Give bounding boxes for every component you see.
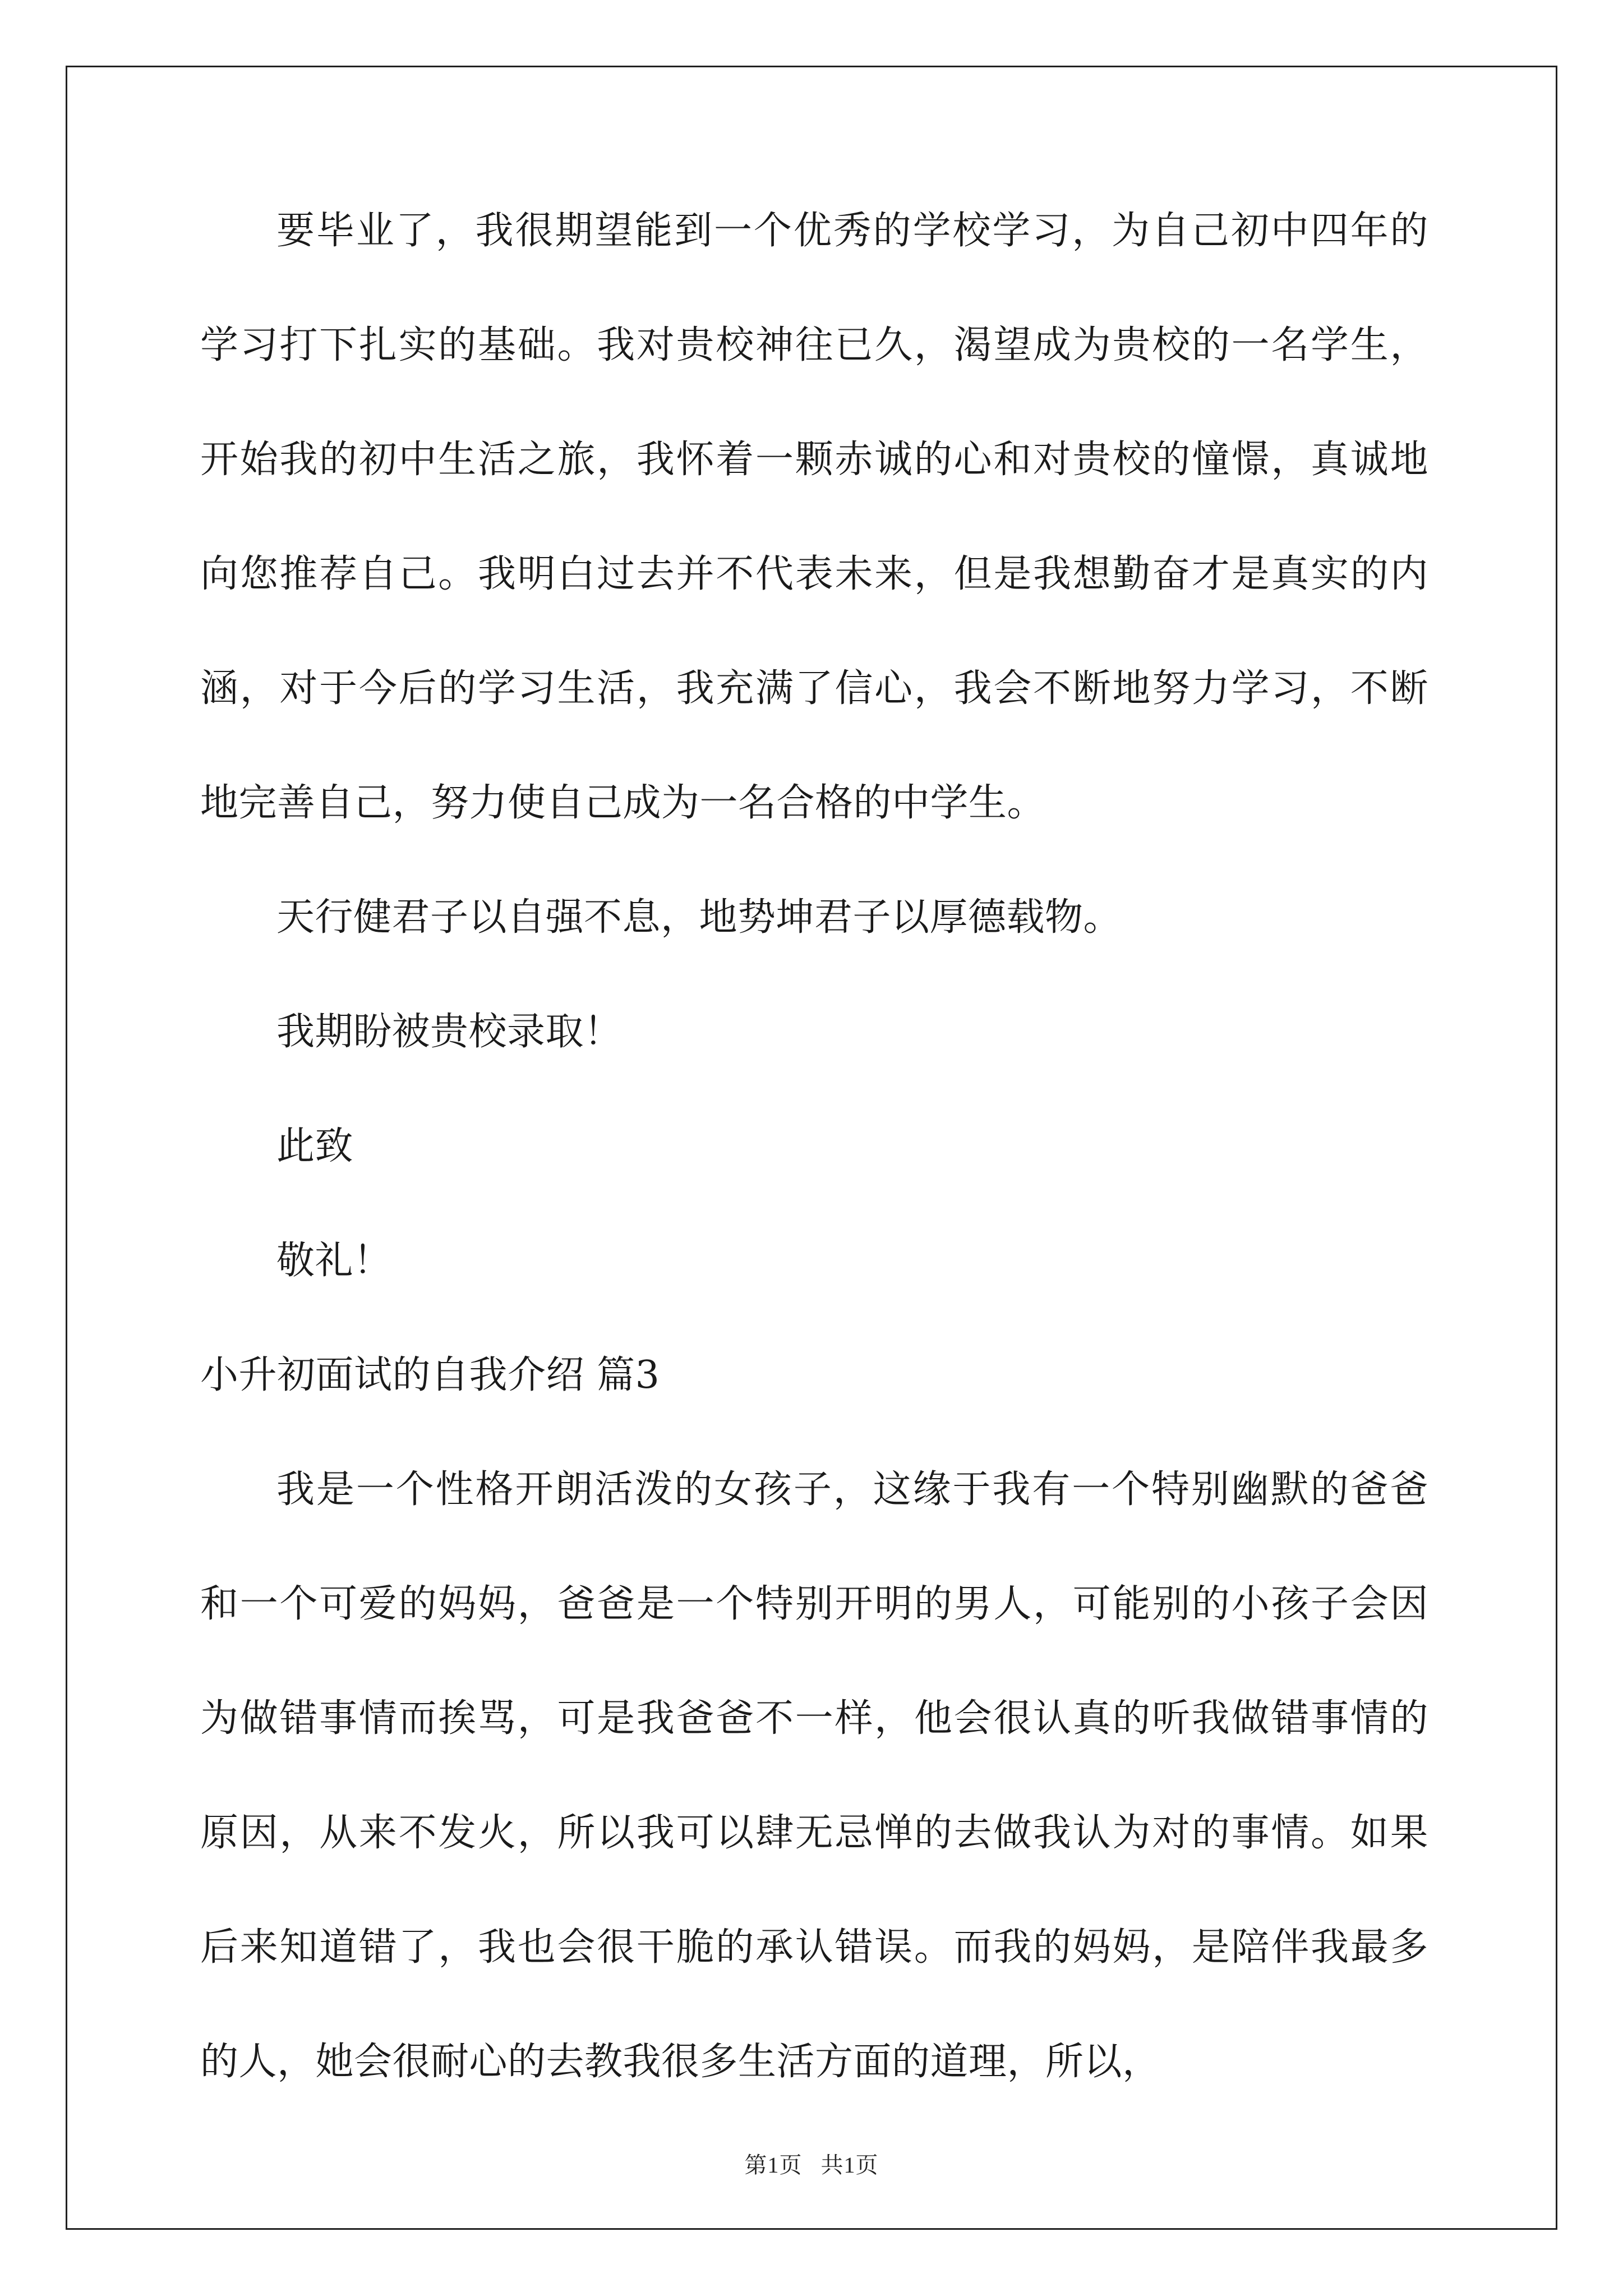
paragraph-hope: 我期盼被贵校录取！	[276, 1010, 623, 1054]
page-footer: 第1页 共1页	[744, 2152, 879, 2178]
paragraph-section-3: 我是一个性格开朗活泼的女孩子，这缘于我有一个特别幽默的爸爸和一个可爱的妈妈，爸爸是一个特别开明的男人，可能别的小孩子会因为做错事情而挨骂，可是我爸爸不一样，他会很认真的听我做错事情的原因，从来不发火，所以我可以肆无忌惮的去做我认为对的事情。如果后来知道错了，我也会很干脆的承认错误。而我的妈妈，是陪伴我最多的人，她会很耐心的去教我很多生活方面的道理，所以，	[200, 1467, 1428, 2084]
paragraph-closing: 敬礼！	[276, 1239, 392, 1283]
paragraph-intro: 要毕业了，我很期望能到一个优秀的学校学习，为自己初中四年的学习打下扎实的基础。我对贵校神往已久，渴望成为贵校的一名学生，开始我的初中生活之旅，我怀着一颗赤诚的心和对贵校的憧憬，真诚地向您推荐自己。我明白过去并不代表未来，但是我想勤奋才是真实的内涵，对于今后的学习生活，我充满了信心，我会不断地努力学习，不断地完善自己，努力使自己成为一名合格的中学生。	[200, 209, 1428, 825]
paragraph-motto: 天行健君子以自强不息，地势坤君子以厚德载物。	[276, 895, 1122, 940]
section-heading: 小升初面试的自我介绍 篇3	[200, 1353, 660, 1397]
paragraph-salutation: 此致	[276, 1124, 354, 1168]
document-body	[200, 209, 1428, 2119]
